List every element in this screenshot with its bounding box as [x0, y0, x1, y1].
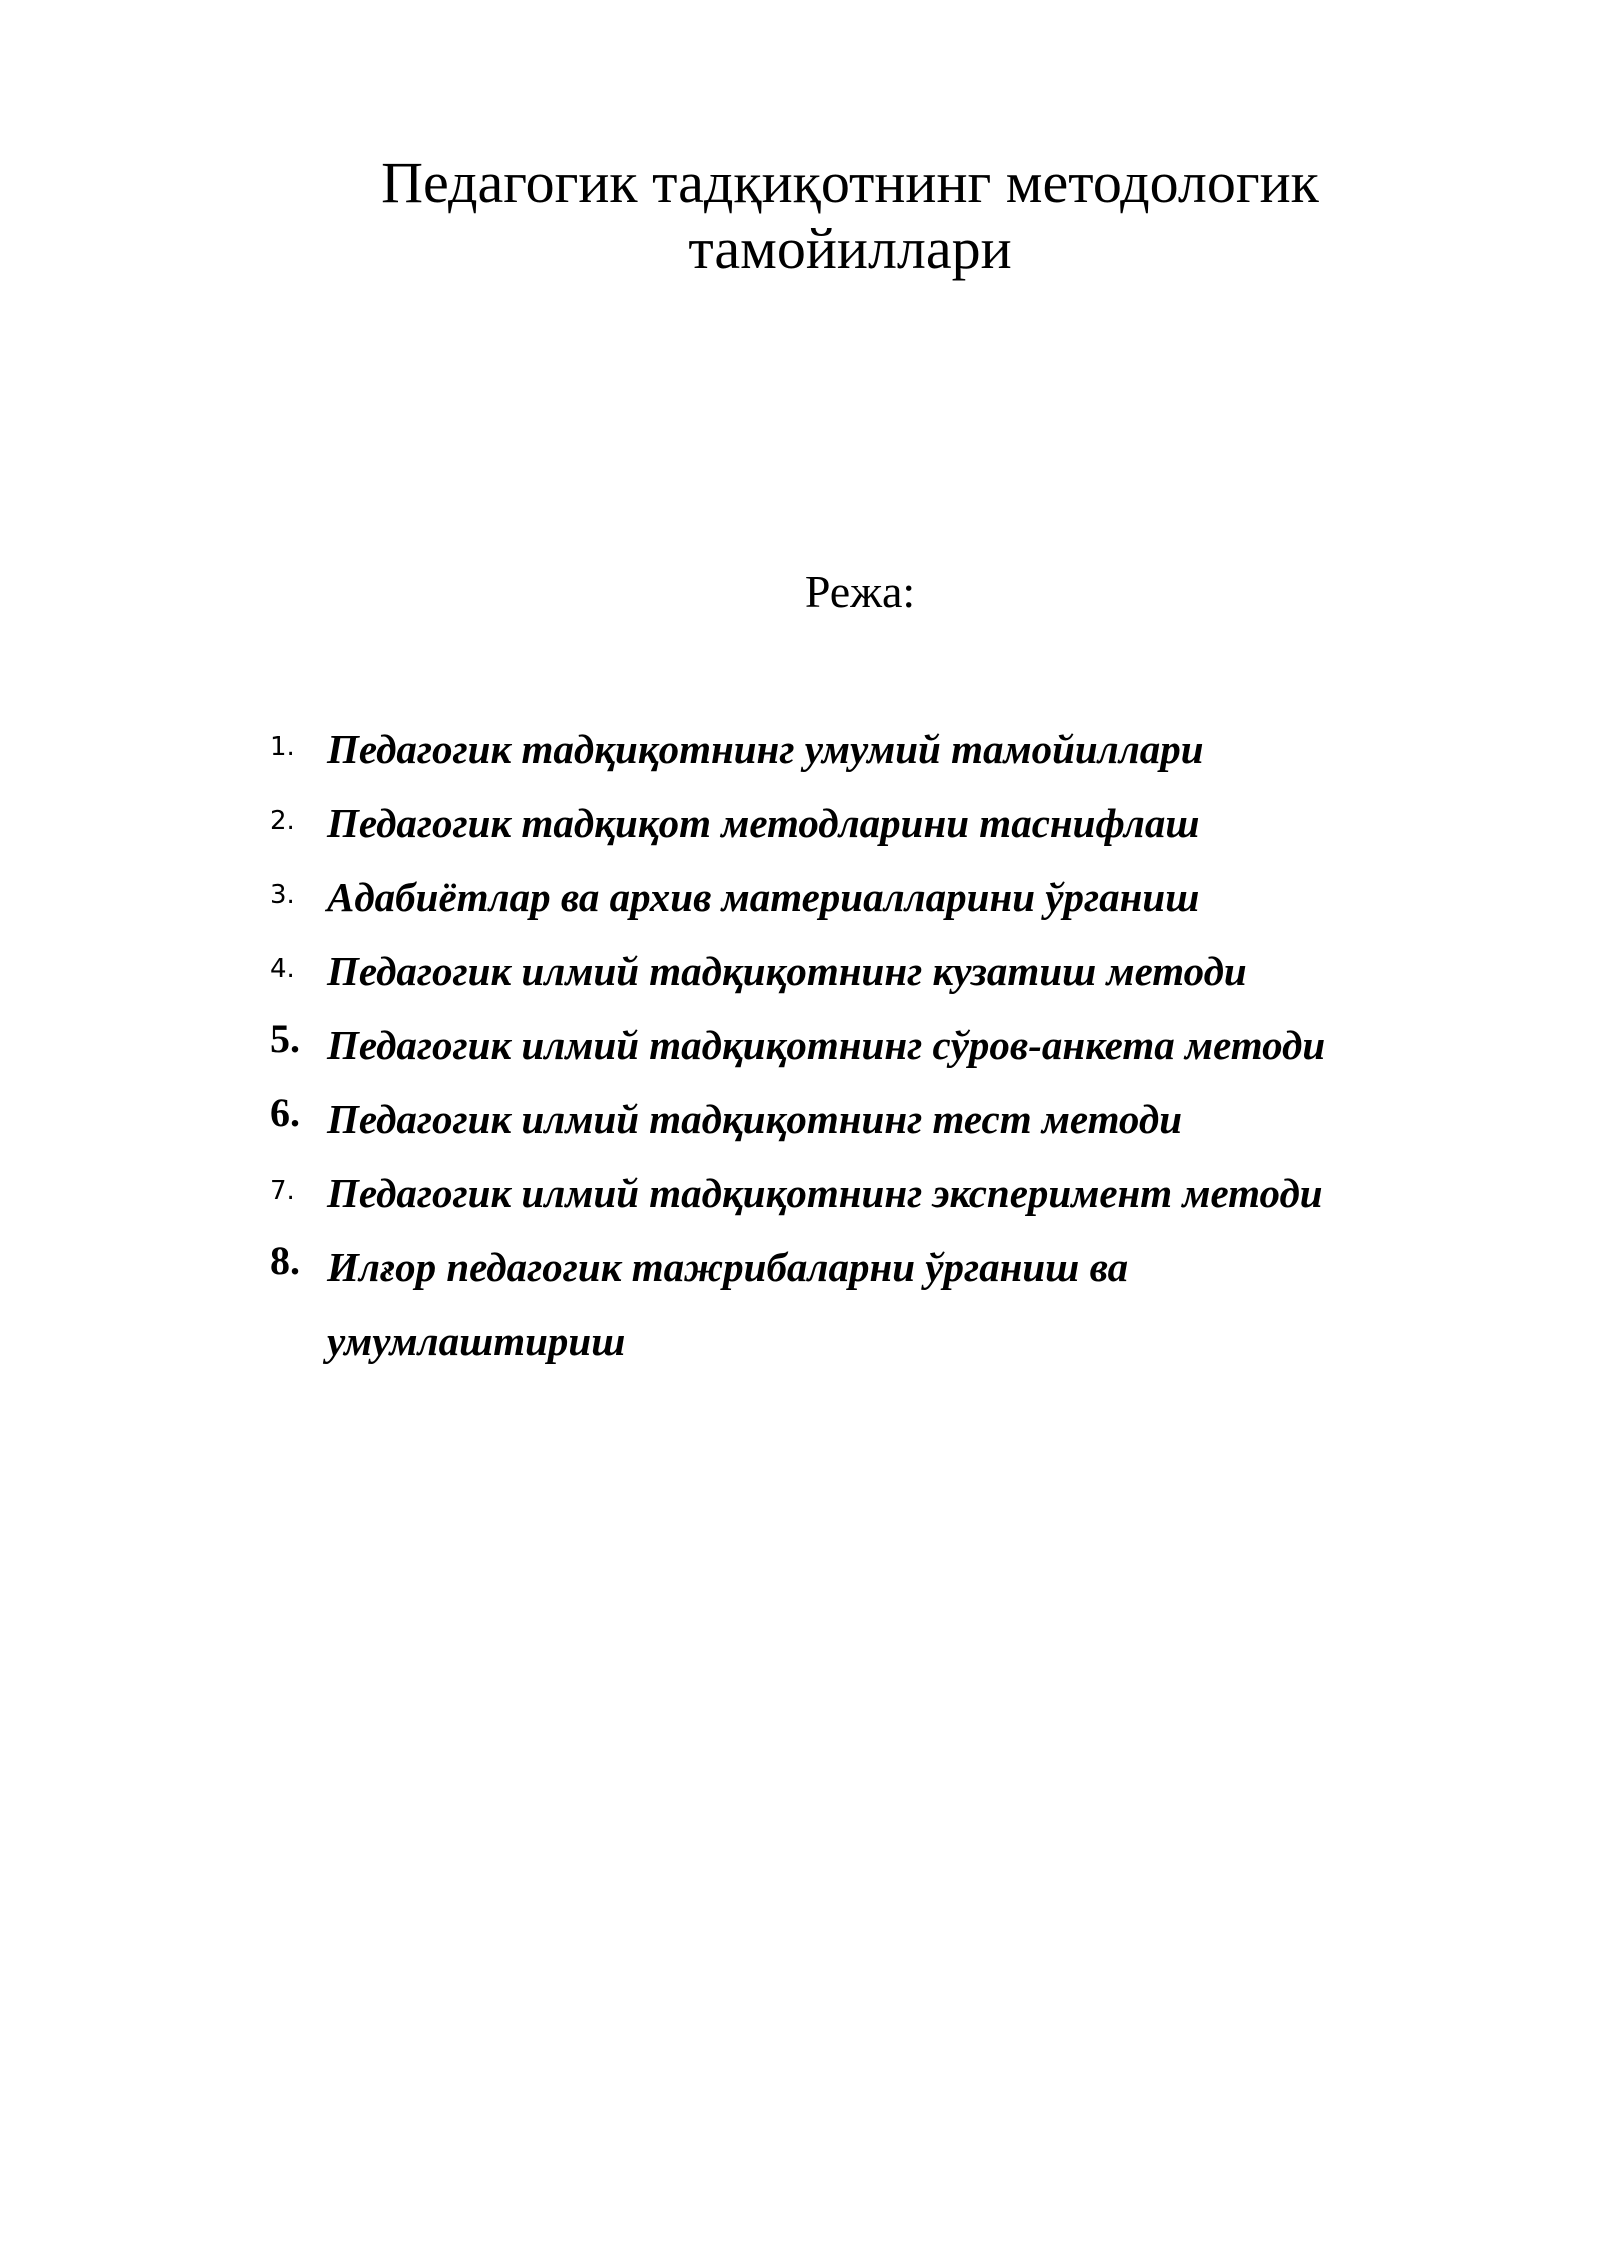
- plan-item-text: Педагогик тадқиқотнинг умумий тамойиллари: [327, 726, 1204, 772]
- plan-item-number: 4.: [270, 954, 295, 984]
- plan-item-text: Педагогик илмий тадқиқотнинг кузатиш методи: [327, 948, 1247, 994]
- plan-item-7: [270, 1156, 1420, 1230]
- plan-item-6: [270, 1082, 1420, 1156]
- title-line-2: тамойиллари: [688, 216, 1012, 281]
- plan-item-5: [270, 1008, 1420, 1082]
- plan-list: [270, 712, 1420, 1378]
- plan-item-text: Педагогик илмий тадқиқотнинг сўров-анкета методи: [327, 1022, 1326, 1068]
- plan-item-1: [270, 712, 1420, 786]
- plan-item-3: [270, 860, 1420, 934]
- plan-item-text: Педагогик илмий тадқиқотнинг эксперимент методи: [327, 1170, 1323, 1216]
- plan-item-text: Адабиётлар ва архив материалларини ўрганиш: [327, 874, 1200, 920]
- plan-item-text: Илғор педагогик тажрибаларни ўрганиш ва умумлаштириш: [327, 1244, 1129, 1364]
- plan-item-number: 1.: [270, 732, 295, 762]
- title-line-1: Педагогик тадқиқотнинг методологик: [381, 150, 1319, 215]
- plan-item-number: 3.: [270, 880, 295, 910]
- plan-item-8: [270, 1230, 1420, 1378]
- plan-item-number: 2.: [270, 806, 295, 836]
- plan-item-number: 7.: [270, 1176, 295, 1206]
- plan-item-number: 8.: [270, 1238, 300, 1283]
- plan-item-4: [270, 934, 1420, 1008]
- plan-item-number: 5.: [270, 1016, 300, 1061]
- plan-item-text: Педагогик илмий тадқиқотнинг тест методи: [327, 1096, 1183, 1142]
- plan-heading: Режа:: [804, 566, 916, 617]
- plan-item-text: Педагогик тадқиқот методларини таснифлаш: [327, 800, 1200, 846]
- page-title: [300, 150, 1400, 282]
- plan-item-2: [270, 786, 1420, 860]
- plan-item-number: 6.: [270, 1090, 300, 1135]
